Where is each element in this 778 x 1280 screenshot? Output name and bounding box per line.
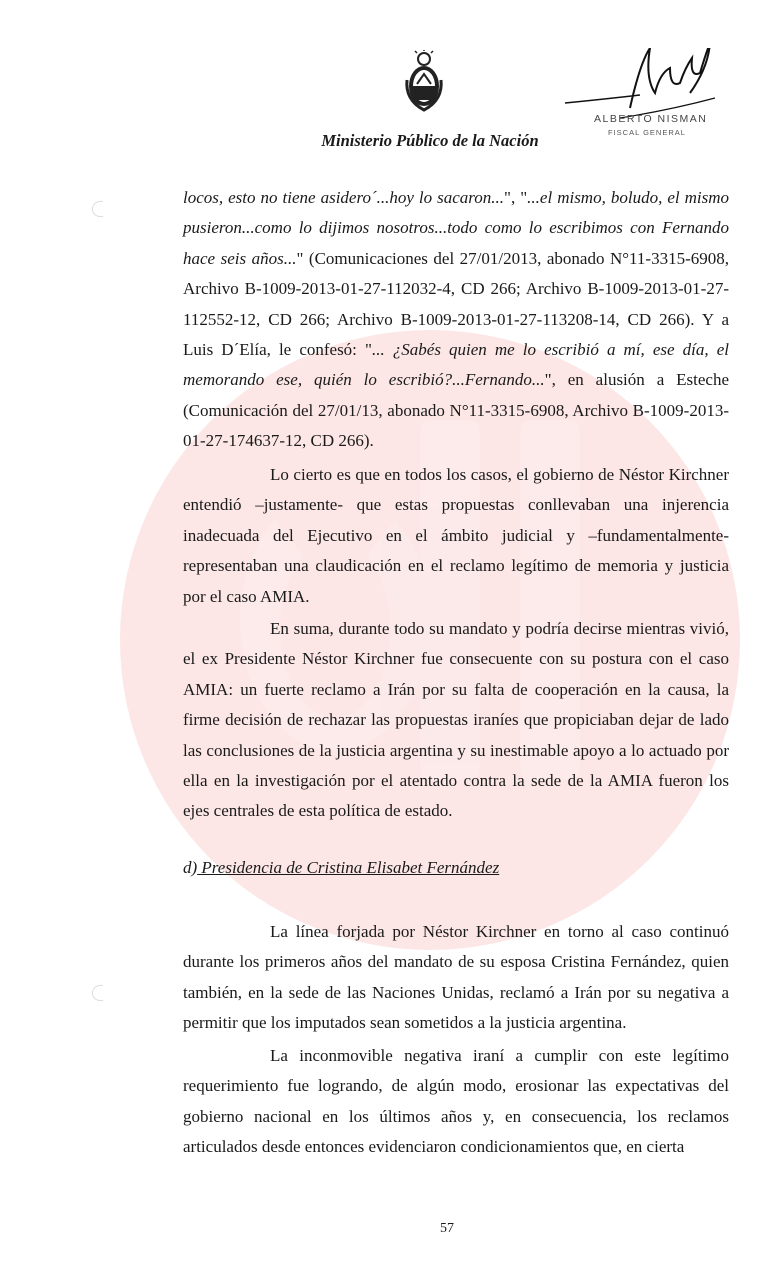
section-heading [183, 858, 499, 878]
signature-title: FISCAL GENERAL [608, 128, 686, 137]
paragraph-iran-refusal: La inconmovible negativa iraní a cumplir con este legítimo requerimiento fue logrando, de algún modo, erosionar las expectativas del gobierno nacional en los últimos años y, en consecuencia, los reclamos articulados desde entonces evidenciaron condicionamientos que, en cierta [183, 1046, 729, 1157]
scan-margin-mark [92, 985, 103, 1001]
paragraph-summary: En suma, durante todo su mandato y podría decirse mientras vivió, el ex Presidente Néstor Kirchner fue consecuente con su postura con el caso AMIA: un fuerte reclamo a Irán por su falta de cooperación en la causa, la firme decisión de rechazar las propuestas iraníes que propiciaban dejar de lado las conclusiones de la justicia argentina y su inestimable apoyo a lo actuado por ella en la investigación por el atentado contra la sede de la AMIA fueron los ejes centrales de esta política de estado. [183, 619, 729, 821]
scan-margin-mark [92, 201, 103, 217]
section-title: Presidencia de Cristina Elisabet Fernández [197, 858, 500, 877]
ministry-title: Ministerio Público de la Nación [321, 131, 539, 150]
quote-text: ... ¿Sabés quien me lo escribió a mí, ese día, el memorando ese, quién lo escribió?...Fernando... [183, 340, 729, 390]
page-number: 57 [440, 1221, 454, 1236]
quote-text: locos, esto no tiene asidero´...hoy lo sacaron... [183, 188, 505, 207]
paragraph-quote-citations [183, 183, 729, 457]
section-label: d) [183, 858, 198, 877]
quote-text: ...el mismo, boludo, el mismo pusieron...como lo dijimos nosotros...todo como lo escribimos con Fernando hace seis años... [183, 188, 729, 268]
paragraph-cristina-fernandez: La línea forjada por Néstor Kirchner en torno al caso continuó durante los primeros años del mandato de su esposa Cristina Fernández, quien también, en la sede de las Naciones Unidas, reclamó a Irán por su negativa a permitir que los imputados sean sometidos a la justicia argentina. [183, 922, 729, 1033]
citation-text: " (Comunicaciones del 27/01/2013, abonado N°11-3315-6908, Archivo B-1009-2013-01-27-112032-4, CD 266; Archivo B-1009-2013-01-27-112552-12, CD 266; Archivo B-1009-2013-01-27-113208-14, CD 266). Y a Luis D´Elía, le confesó: " [183, 248, 729, 360]
signature-name: ALBERTO NISMAN [594, 113, 708, 125]
quote-separator: ", " [504, 188, 528, 207]
paragraph-kirchner-position: Lo cierto es que en todos los casos, el gobierno de Néstor Kirchner entendió –justamente- que estas propuestas conllevaban una injerencia inadecuada del Ejecutivo en el ámbito judicial y –fundamentalmente- representaban una claudicación en el reclamo legítimo de memoria y justicia por el caso AMIA. [183, 465, 729, 606]
citation-text: ", en alusión a Esteche (Comunicación del 27/01/13, abonado N°11-3315-6908, Archivo B-1009-2013-01-27-174637-12, CD 266). [183, 370, 730, 451]
coat-of-arms-icon [403, 50, 445, 116]
